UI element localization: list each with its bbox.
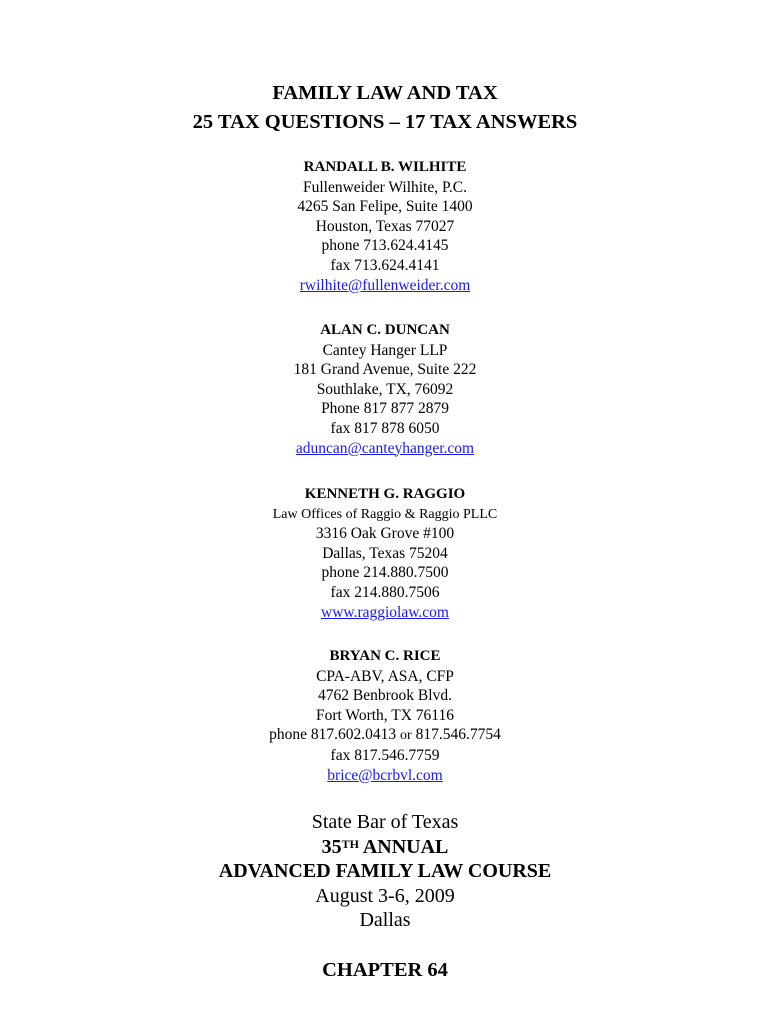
author-fax: fax 214.880.7506: [330, 583, 440, 601]
author-firm: Fullenweider Wilhite, P.C.: [303, 178, 467, 196]
author-phone: [0, 725, 770, 746]
course-city: Dallas: [359, 909, 411, 931]
author-email-link[interactable]: rwilhite@fullenweider.com: [299, 276, 471, 294]
course-number: 35: [321, 835, 342, 858]
author-firm: Cantey Hanger LLP: [322, 341, 448, 359]
author-block-raggio: [0, 485, 770, 622]
author-email-link[interactable]: aduncan@canteyhanger.com: [295, 439, 475, 457]
course-ordinal-suffix: TH: [341, 836, 359, 851]
title-line-1: FAMILY LAW AND TAX: [272, 82, 498, 104]
author-address-line-1: 3316 Oak Grove #100: [315, 525, 455, 543]
author-address-line-2: Houston, Texas 77027: [315, 217, 455, 235]
author-address-line-2: Fort Worth, TX 76116: [316, 706, 454, 724]
author-credentials: CPA-ABV, ASA, CFP: [316, 667, 454, 685]
document-title: [0, 79, 770, 137]
course-annual-line: [0, 835, 770, 860]
author-fax: fax 713.624.4141: [330, 256, 440, 274]
course-dates: August 3-6, 2009: [315, 884, 455, 907]
author-phone-main: phone 817.602.0413: [269, 726, 397, 744]
author-block-wilhite: [0, 158, 770, 295]
author-fax: fax 817.546.7759: [330, 746, 440, 764]
author-phone: phone 214.880.7500: [321, 564, 449, 582]
author-address-line-1: 181 Grand Avenue, Suite 222: [293, 361, 477, 379]
author-email-link[interactable]: brice@bcrbvl.com: [327, 766, 443, 784]
author-address-line-1: 4265 San Felipe, Suite 1400: [297, 198, 473, 216]
course-annual: ANNUAL: [362, 835, 449, 858]
author-name: RANDALL B. WILHITE: [303, 159, 467, 175]
author-firm: Law Offices of Raggio & Raggio PLLC: [272, 506, 498, 522]
author-address-line-1: 4762 Benbrook Blvd.: [318, 687, 452, 705]
author-phone: Phone 817 877 2879: [321, 400, 449, 418]
author-name: ALAN C. DUNCAN: [320, 322, 450, 338]
author-block-duncan: [0, 321, 770, 458]
course-info: [0, 810, 770, 933]
author-name: KENNETH G. RAGGIO: [304, 486, 466, 502]
title-line-2: 25 TAX QUESTIONS – 17 TAX ANSWERS: [192, 111, 578, 133]
course-name: ADVANCED FAMILY LAW COURSE: [218, 860, 552, 882]
course-organization: State Bar of Texas: [311, 811, 459, 833]
author-name: BRYAN C. RICE: [329, 648, 441, 664]
author-website-link[interactable]: www.raggiolaw.com: [321, 603, 449, 621]
author-fax: fax 817 878 6050: [330, 419, 440, 437]
author-address-line-2: Dallas, Texas 75204: [322, 544, 448, 562]
author-block-rice: [0, 647, 770, 785]
author-phone-or: or: [400, 728, 412, 744]
author-address-line-2: Southlake, TX, 76092: [316, 380, 454, 398]
author-phone: phone 713.624.4145: [321, 237, 449, 255]
author-phone-alt: 817.546.7754: [415, 726, 501, 744]
chapter-heading: CHAPTER 64: [322, 959, 448, 981]
